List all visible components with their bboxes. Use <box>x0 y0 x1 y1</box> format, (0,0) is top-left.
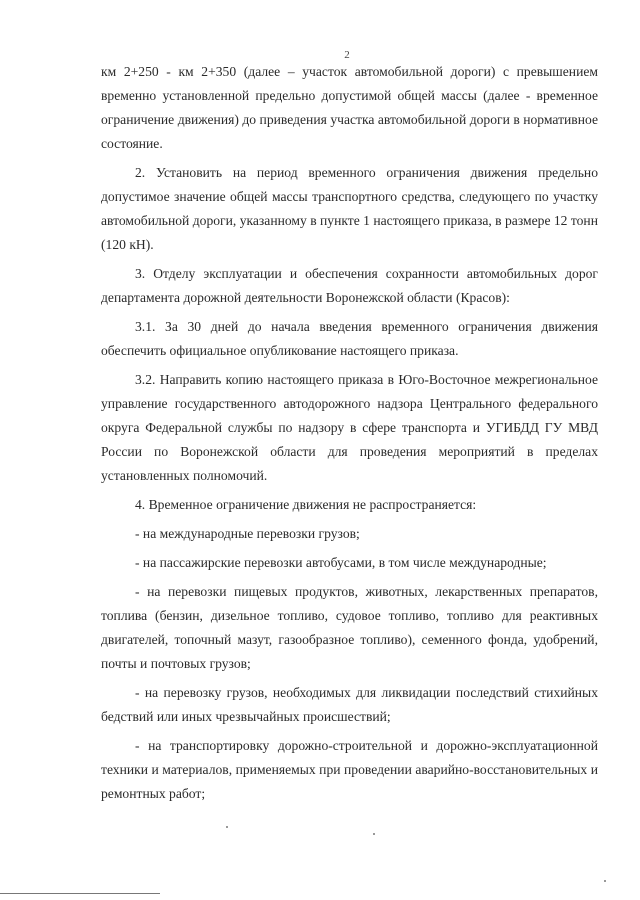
scan-speck <box>226 826 228 828</box>
document-body <box>101 60 598 811</box>
paragraph-continuation: км 2+250 - км 2+350 (далее – участок автомобильной дороги) с превышением временно установленной предельно допустимой общей массы (далее - временное ограничение движения) до приведения участка автомобильной дороги в нормативное состояние. <box>101 64 598 151</box>
page-number: 2 <box>344 49 350 61</box>
paragraph-item-3-2: 3.2. Направить копию настоящего приказа в Юго-Восточное межрегиональное управление государственного автодорожного надзора Центрального федерального округа Федеральной службы по надзору в сфере транспорта и УГИБДД ГУ МВД России по Воронежской области для проведения мероприятий в пределах установленных полномочий. <box>101 372 598 483</box>
exception-emergency-cargo: - на перевозку грузов, необходимых для ликвидации последствий стихийных бедствий или иных чрезвычайных происшествий; <box>101 685 598 724</box>
bottom-edge-line <box>0 893 160 894</box>
paragraph-item-3-1: 3.1. За 30 дней до начала введения временного ограничения движения обеспечить официальное опубликование настоящего приказа. <box>101 319 598 358</box>
exception-road-machinery: - на транспортировку дорожно-строительной и дорожно-эксплуатационной техники и материалов, применяемых при проведении аварийно-восстановительных и ремонтных работ; <box>101 738 598 801</box>
exception-essential-goods: - на перевозки пищевых продуктов, животных, лекарственных препаратов, топлива (бензин, дизельное топливо, судовое топливо, топливо для реактивных двигателей, топочный мазут, газообразное топливо), семенного фонда, удобрений, почты и почтовых грузов; <box>101 584 598 671</box>
exception-international-cargo: - на международные перевозки грузов; <box>135 526 360 541</box>
exception-passenger-buses: - на пассажирские перевозки автобусами, в том числе международные; <box>135 555 547 570</box>
paragraph-item-4: 4. Временное ограничение движения не распространяется: <box>135 497 477 512</box>
paragraph-item-3: 3. Отделу эксплуатации и обеспечения сохранности автомобильных дорог департамента дорожной деятельности Воронежской области (Красов): <box>101 266 598 305</box>
scan-speck <box>604 880 606 882</box>
paragraph-item-2: 2. Установить на период временного ограничения движения предельно допустимое значение общей массы транспортного средства, следующего по участку автомобильной дороги, указанному в пункте 1 настоящего приказа, в размере 12 тонн (120 кН). <box>101 165 598 252</box>
scan-speck <box>373 833 375 835</box>
